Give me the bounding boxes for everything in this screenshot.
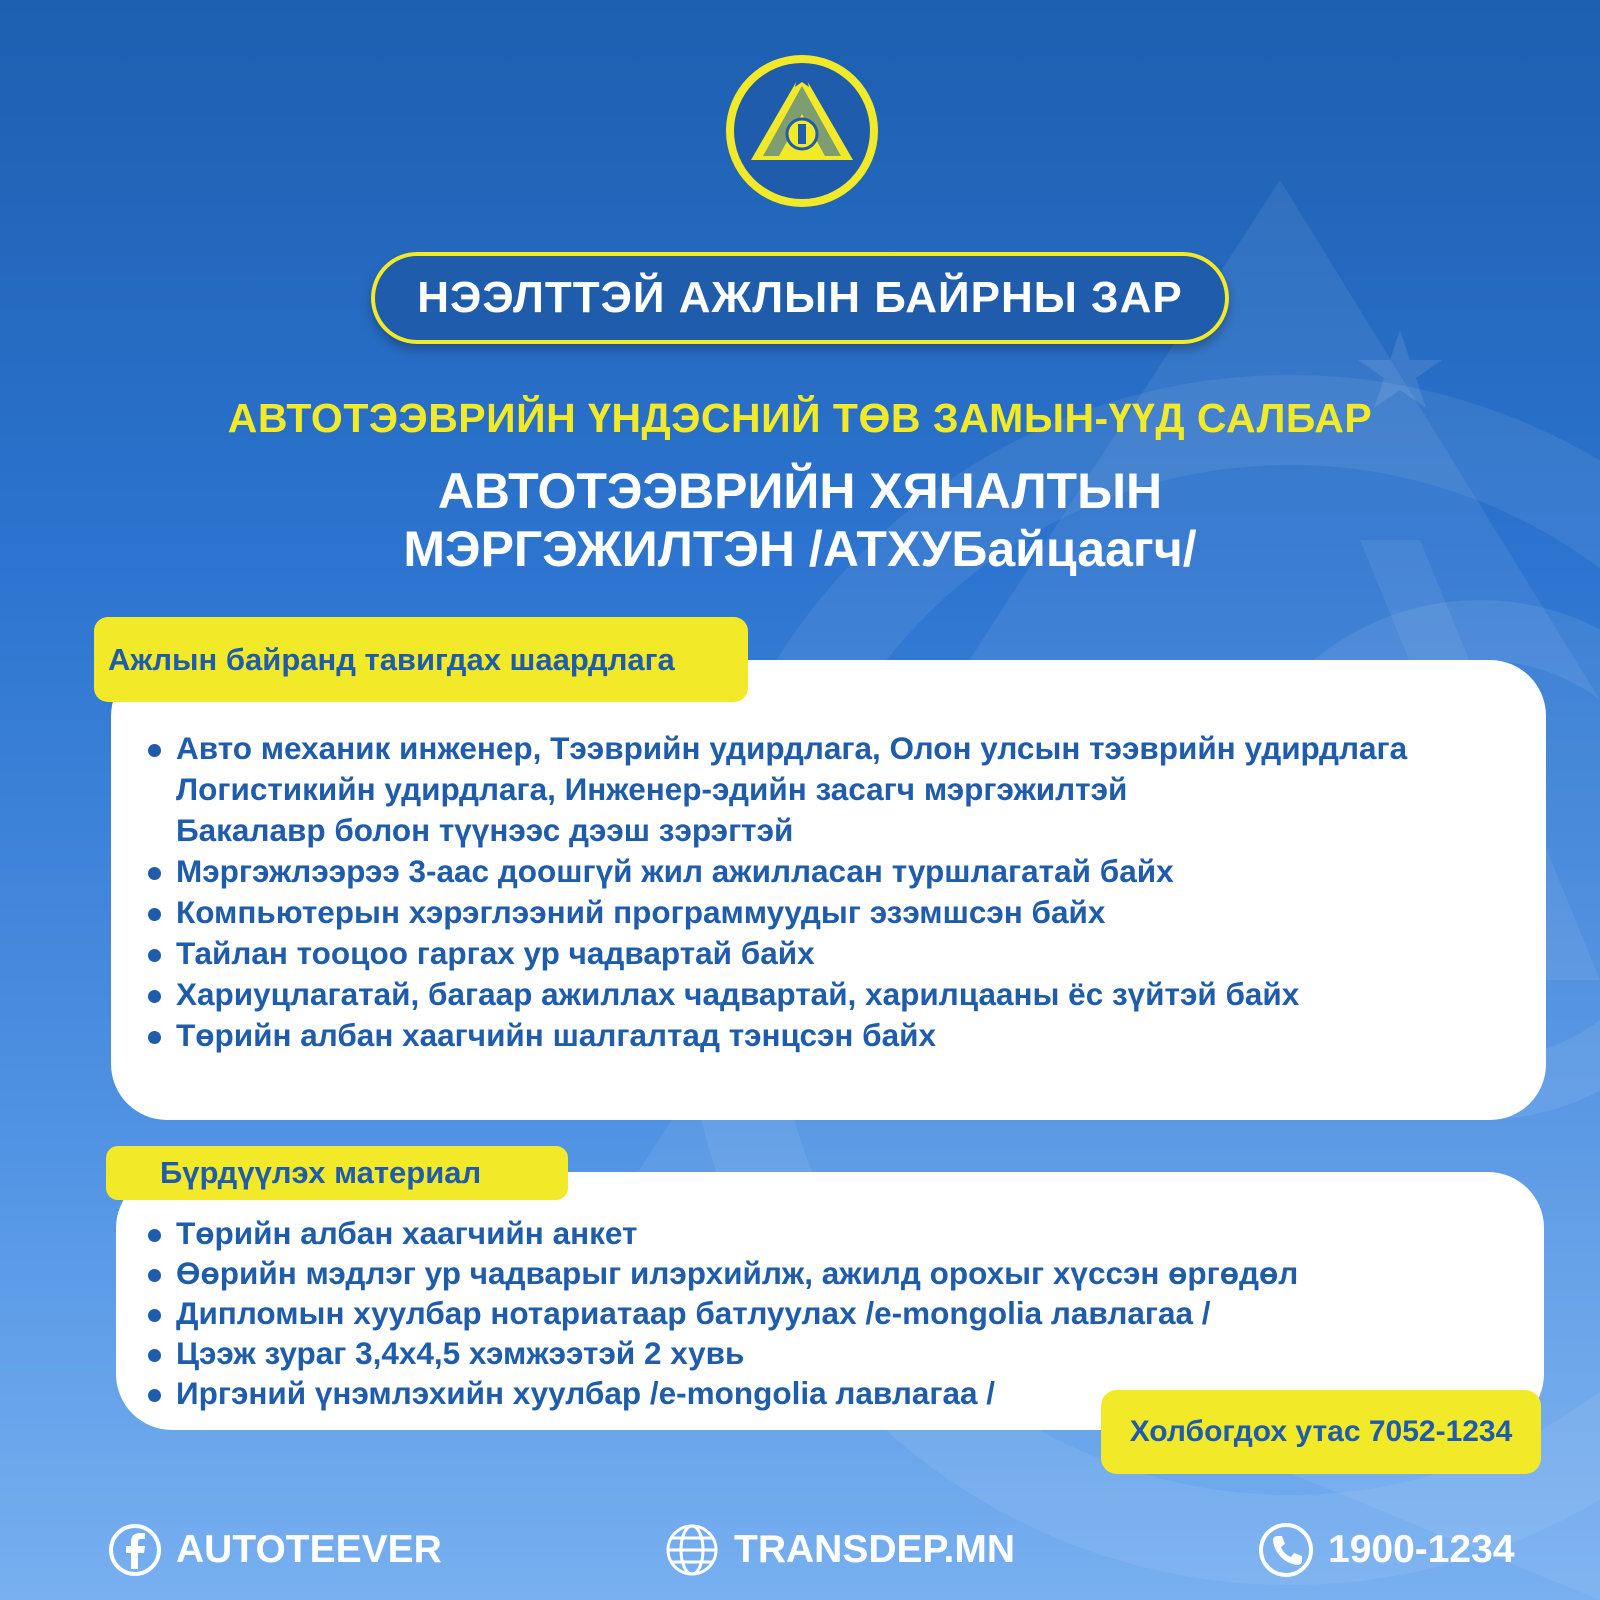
position-title-line: АВТОТЭЭВРИЙН ХЯНАЛТЫН (437, 463, 1163, 519)
list-item-line: Хариуцлагатай, багаар ажиллах чадвартай, харилцааны ёс зүйтэй байх (176, 976, 1300, 1012)
list-item-line: Тайлан тооцоо гаргах ур чадвартай байх (176, 935, 815, 971)
list-item (148, 974, 1407, 1015)
footer-facebook[interactable] (108, 1518, 442, 1582)
facebook-icon (108, 1523, 162, 1577)
logo-text: АВТО ТЭЭВЭР (769, 172, 835, 182)
materials-heading: Бүрдүүлэх материал (106, 1146, 568, 1200)
contact-phone-badge: Холбогдох утас 7052-1234 (1101, 1390, 1541, 1474)
page-title: НЭЭЛТТЭЙ АЖЛЫН БАЙРНЫ ЗАР (371, 252, 1229, 344)
list-item: Дипломын хуулбар нотариатаар батлуулах /e-mongolia лавлагаа / (148, 1293, 1298, 1333)
organization-name: АВТОТЭЭВРИЙН ҮНДЭСНИЙ ТӨВ ЗАМЫН-ҮҮД САЛБАР (227, 395, 1373, 441)
list-item (148, 1015, 1407, 1056)
position-title (0, 462, 1600, 578)
list-item (148, 851, 1407, 892)
list-item-line: Логистикийн удирдлага, Инженер-эдийн засагч мэргэжилтэй (176, 771, 1128, 807)
position-title-line: МЭРГЭЖИЛТЭН /АТХУБайцаагч/ (403, 521, 1197, 577)
materials-list (148, 1213, 1298, 1413)
list-item-line: Компьютерын хэрэглээний программуудыг эзэмшсэн байх (176, 894, 1106, 930)
list-item-line: Төрийн албан хаагчийн шалгалтад тэнцсэн байх (176, 1017, 937, 1053)
globe-icon (664, 1522, 720, 1578)
list-item (148, 728, 1407, 851)
website-label: TRANSDEP.MN (734, 1528, 1015, 1571)
list-item: Өөрийн мэдлэг ур чадварыг илэрхийлж, ажилд орохыг хүссэн өргөдөл (148, 1253, 1298, 1293)
phone-icon (1258, 1522, 1314, 1578)
requirements-list (148, 728, 1407, 1056)
logo (723, 52, 881, 210)
footer-website[interactable] (664, 1518, 1015, 1582)
list-item: Иргэний үнэмлэхийн хуулбар /e-mongolia лавлагаа / (148, 1373, 1298, 1413)
list-item (148, 892, 1407, 933)
list-item (148, 933, 1407, 974)
facebook-label: AUTOTEEVER (176, 1528, 442, 1571)
list-item: Цээж зураг 3,4x4,5 хэмжээтэй 2 хувь (148, 1333, 1298, 1373)
footer-phone[interactable] (1258, 1518, 1515, 1582)
list-item-line: Мэргэжлээрээ 3-аас доошгүй жил ажилласан туршлагатай байх (176, 853, 1174, 889)
phone-label: 1900-1234 (1328, 1528, 1515, 1571)
list-item-line: Авто механик инженер, Тээврийн удирдлага, Олон улсын тээврийн удирдлага (176, 730, 1408, 766)
requirements-heading: Ажлын байранд тавигдах шаардлага (94, 617, 748, 702)
list-item-line: Бакалавр болон түүнээс дээш зэрэгтэй (176, 812, 794, 848)
list-item: Төрийн албан хаагчийн анкет (148, 1213, 1298, 1253)
auto-teever-emblem-icon (723, 52, 881, 210)
